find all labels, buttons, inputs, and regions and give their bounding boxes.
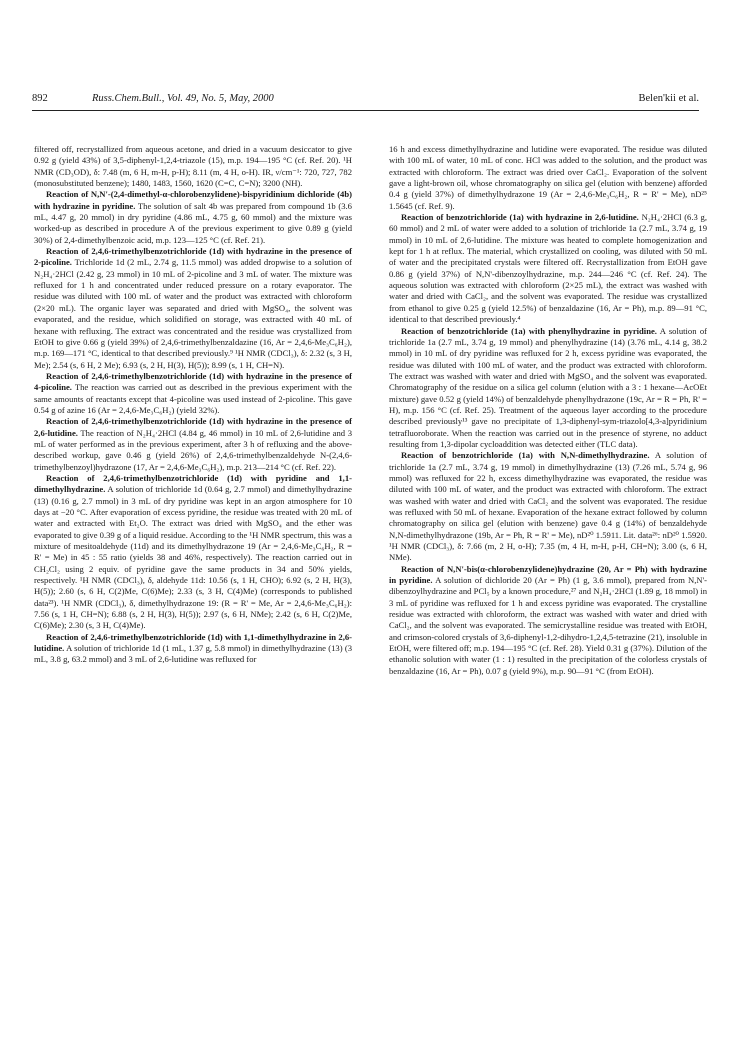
paragraph-text: A solution of trichloride 1a (2.7 mL, 3.74 g, 19 mmol) in dimethylhydrazine (13) (7.26 mL, 5.74 g, 96 mmol) was refluxed for 22 h, excess dimethylhydrazine was evaporated, the residue was diluted with 100 mL of water, and the product was extracted with chloroform. The extract was washed with water and dried with CaCl₂ and the solvent was evaporated. The residue was refluxed with 50 mL of hexane. Evaporation of the hexane extract followed by column chromatography on silica gel (elution with benzene) gave 0.4 g (14%) of benzaldehyde N,N-dimethylhydrazone (19b, Ar = Ph, R = R' = Me), nD²⁰ 1.5911. Lit. data²⁶: nD²⁰ 1.5920. ¹H NMR (CDCl₃), δ: 7.66 (m, 2 H, o-H); 7.35 (m, 4 H, m-H, p-H, CH=N); 3.00 (s, 6 H, NMe). <box>389 450 707 563</box>
paragraph <box>34 416 352 473</box>
paragraph-heading: Reaction of benzotrichloride (1a) with hydrazine in 2,6-lutidine. <box>401 212 639 223</box>
paragraph <box>389 326 707 451</box>
paragraph <box>389 144 707 212</box>
journal-citation: Russ.Chem.Bull., Vol. 49, No. 5, May, 2000 <box>92 93 274 104</box>
paragraph <box>34 246 352 371</box>
paragraph-heading: Reaction of 2,4,6-trimethylbenzotrichloride (1d) with hydrazine in the presence of 2-picoline. <box>34 246 352 268</box>
paragraph-text: N₂H₄·2HCl (6.3 g, 60 mmol) and 2 mL of water were added to a solution of trichloride 1a (2.7 mL, 3.74 g, 19 mmol) in 10 mL of 2,6-lutidine. The mixture was heated to complete homogenization and kept for 1 h at reflux. The material, which crystallized on cooling, was diluted with 50 mL of water and the precipitated crystals were filtered off. Recrystallization from EtOH gave 0.86 g (yield 37%) of N,N'-dibenzoylhydrazine, m.p. 244—246 °C (cf. Ref. 24). The aqueous solution was extracted with chloroform (2×25 mL), the extract was washed with water and dried with CaCl₂, and the solvent was evaporated. The residue was crystallized from ethanol to give 0.25 g (yield 12.5%) of benzaldazine (16, Ar = Ph), m.p. 89—91 °C, identical to that described previously.⁴ <box>389 212 707 325</box>
paragraph-heading: Reaction of 2,4,6-trimethylbenzotrichloride (1d) with hydrazine in the presence of 2,6-lutidine. <box>34 416 352 438</box>
running-authors: Belen'kii et al. <box>638 93 699 104</box>
paragraph-heading: Reaction of 2,4,6-trimethylbenzotrichloride (1d) with hydrazine in the presence of 4-picoline. <box>34 370 352 393</box>
paragraph-text: A solution of trichloride 1d (1 mL, 1.37 g, 5.8 mmol) in dimethylhydrazine (13) (3 mL, 3.8 g, 63.2 mmol) and 3 mL of 2,6-lutidine was refluxed for <box>34 643 352 665</box>
paragraph <box>34 189 352 246</box>
paragraph-heading: Reaction of 2,4,6-trimethylbenzotrichloride (1d) with 1,1-dimethylhydrazine in 2,6-lutidine. <box>34 631 352 654</box>
header-rule <box>32 110 699 111</box>
paragraph-heading: Reaction of benzotrichloride (1a) with N,N-dimethylhydrazine. <box>401 450 650 461</box>
paragraph <box>389 212 707 325</box>
paragraph-text: Trichloride 1d (2 mL, 2.74 g, 11.5 mmol) was added dropwise to a solution of N₂H₄·2HCl (2.42 g, 23 mmol) in 10 mL of 2-picoline and 3 mL of water. The mixture was refluxed for 1 h and concentrated under reduced pressure on a rotary evaporator. The residue was diluted with 100 mL of water and the product was extracted with chloroform (2×20 mL). The organic layer was separated and dried with MgSO₄, the solvent was evaporated, and the residue, which solidified on storage, was extracted with 40 mL of hexane with refluxing. The extract was concentrated and the residue was crystallized from EtOH to give 0.66 g (yield 39%) of 2,4,6-trimethylbenzaldazine (16, Ar = 2,4,6-Me₃C₆H₂), m.p. 169—171 °C, identical to that described previously.⁹ ¹H NMR (CDCl₃), δ: 2.32 (s, 3 H, Me); 2.54 (s, 6 H, 2 Me); 6.93 (s, 2 H, H(3), H(5)); 8.99 (s, 1 H, CH=N). <box>34 257 352 370</box>
paragraph-text: A solution of trichloride 1d (0.64 g, 2.7 mmol) and dimethylhydrazine (13) (0.16 g, 2.7 mmol) in 3 mL of dry pyridine was kept in an argon atmosphere for 10 days at −20 °C. After evaporation of excess pyridine, the residue was treated with 20 mL of water and extracted with Et₂O. The extract was dried with MgSO₄ and the ether was evaporated to give 0.39 g of a liquid residue. According to the ¹H NMR spectrum, this was a mixture of mesitoaldehyde (11d) and its dimethylhydrazone 19 (Ar = 2,4,6-Me₃C₆H₂, R = R' = Me) in 45 : 55 ratio (yields 38 and 46%, respectively). The reaction carried out in CH₂Cl₂ using 2 equiv. of pyridine gave the same products in 34 and 50% yields, respectively. ¹H NMR (CDCl₃), δ, aldehyde 11d: 10.56 (s, 1 H, CHO); 6.92 (s, 2 H, H(3), H(5)); 2.60 (s, 6 H, C(2)Me, C(6)Me); 2.33 (s, 3 H, C(4)Me) (corresponds to published data²³). ¹H NMR (CDCl₃), δ, dimethylhydrazone 19: (R = R' = Me, Ar = 2,4,6-Me₃C₆H₂): 7.56 (s, 1 H, CH=N); 6.88 (s, 2 H, H(3), H(5)); 2.97 (s, 6 H, NMe); 2.42 (s, 6 H, C(2)Me, C(6)Me); 2.30 (s, 3 H, C(4)Me). <box>34 484 352 631</box>
paragraph-text: filtered off, recrystallized from aqueous acetone, and dried in a vacuum desiccator to give 0.92 g (yield 43%) of 3,5-diphenyl-1,2,4-triazole (15), m.p. 194—195 °C (cf. Ref. 20). ¹H NMR (CD₃OD), δ: 7.48 (m, 6 H, m-H, p-H); 8.11 (m, 4 H, o-H). IR, ν/cm⁻¹: 720, 727, 782 (monosubstituted benzene); 1480, 1483, 1560, 1620 (C=C, C=N); 3200 (NH). <box>34 144 352 189</box>
paragraph-heading: Reaction of benzotrichloride (1a) with phenylhydrazine in pyridine. <box>401 325 657 336</box>
paragraph-heading: Reaction of N,N'-bis(α-chlorobenzylidene)hydrazine (20, Ar = Ph) with hydrazine in pyridine. <box>389 563 707 586</box>
left-column <box>34 144 352 666</box>
paragraph <box>34 371 352 416</box>
running-header <box>32 92 699 110</box>
paragraph-text: 16 h and excess dimethylhydrazine and lutidine were evaporated. The residue was diluted with 100 mL of water, 10 mL of conc. HCl was added to the solution, and the product was extracted with chloroform. The extract was dried over CaCl₂. Evaporation of the solvent gave a light-brown oil, whose chromatography on silica gel (elution with benzene) afforded 0.4 g (yield 37%) of dimethylhydrazone 19 (Ar = 2,4,6-Me₃C₆H₂, R = R' = Me), nD²⁵ 1.5645 (cf. Ref. 9). <box>389 144 707 211</box>
paragraph-text: A solution of trichloride 1a (2.7 mL, 3.74 g, 19 mmol) and phenylhydrazine (14) (3.76 mL, 4.14 g, 38.2 mmol) in 10 mL of dry pyridine was refluxed for 2 h, excess pyridine was evaporated, the residue was diluted with 100 mL of water, and the product was extracted with chloroform. The extract was washed with water and dried with MgSO₄ and the solvent was evaporated. Chromatography of the residue on a silica gel column (elution with a 3 : 1 hexane—AcOEt mixture) gave 0.52 g (yield 14%) of benzaldehyde phenylhydrazone (19c, Ar = R = Ph, R' = H), m.p. 156 °C (cf. Ref. 25). Treatment of the aqueous layer according to the procedure described previously¹³ gave no precipitate of 1,3-diphenyl-sym-triazolo[4,3-a]pyridinium tetrafluoroborate. When the reaction was carried out in the presence of styrene, no adduct resulting from 1,3-dipolar cycloaddition was detected either (TLC data). <box>389 325 707 449</box>
paragraph <box>34 144 352 189</box>
paragraph-heading: Reaction of 2,4,6-trimethylbenzotrichloride (1d) with pyridine and 1,1-dimethylhydrazine. <box>34 472 352 495</box>
paragraph-text: The reaction of N₂H₄·2HCl (4.84 g, 46 mmol) in 10 mL of 2,6-lutidine and 3 mL of water performed as in the previous experiment, after 3 h of refluxing and the above-described workup, gave 0.46 g (yield 26%) of 2,4,6-trimethylbenzaldehyde N-(2,4,6-trimethylbenzoyl)hydrazone (17, Ar = 2,4,6-Me₃C₆H₂), m.p. 213—214 °C (cf. Ref. 22). <box>34 427 352 472</box>
paragraph <box>34 632 352 666</box>
right-column <box>389 144 707 677</box>
paragraph-heading: Reaction of N,N'-(2,4-dimethyl-α-chlorobenzylidene)-bispyridinium dichloride (4b) with hydrazine in pyridine. <box>34 189 352 211</box>
paragraph-text: The solution of salt 4b was prepared from compound 1b (3.6 mL, 4.47 g, 20 mmol) in dry pyridine (4.86 mL, 4.75 g, 60 mmol) and the mixture was worked-up as described in procedure A of the previous experiment to give 0.89 g (yield 30%) of 2,4-dimethylbenzoic acid, m.p. 123—125 °C (cf. Ref. 21). <box>34 200 352 245</box>
paragraph <box>34 473 352 632</box>
paragraph-text: A solution of dichloride 20 (Ar = Ph) (1 g, 3.6 mmol), prepared from N,N'-dibenzoylhydrazine and PCl₅ by a known procedure,²⁷ and N₂H₄·2HCl (1.89 g, 18 mmol) in 3 mL of pyridine was refluxed for 1 h and excess pyridine was evaporated. The crystalline residue was extracted with chloroform, the extract was washed with water and dried with CaCl₂, and the solvent was evaporated. The semicrystalline residue was treated with EtOH, and crimson-colored crystals of 3,6-diphenyl-1,2-dihydro-1,2,4,5-tetrazine (21), insoluble in EtOH, were filtered off; m.p. 194—195 °C (cf. Ref. 28). Yield 0.31 g (37%). Dilution of the ethanolic solution with water (1 : 1) resulted in the precipitation of the colorless crystals of benzaldazine (16, Ar = Ph), 0.07 g (yield 9%), m.p. 90—91 °C (from EtOH). <box>389 575 707 676</box>
paragraph <box>389 450 707 563</box>
paragraph <box>389 564 707 677</box>
page-number: 892 <box>32 93 48 104</box>
paragraph-text: The reaction was carried out as described in the previous experiment with the same amounts of reactants except that 4-picoline was used instead of 2-picoline. This gave 0.54 g of azine 16 (Ar = 2,4,6-Me₃C₆H₂) (yield 32%). <box>34 382 352 415</box>
